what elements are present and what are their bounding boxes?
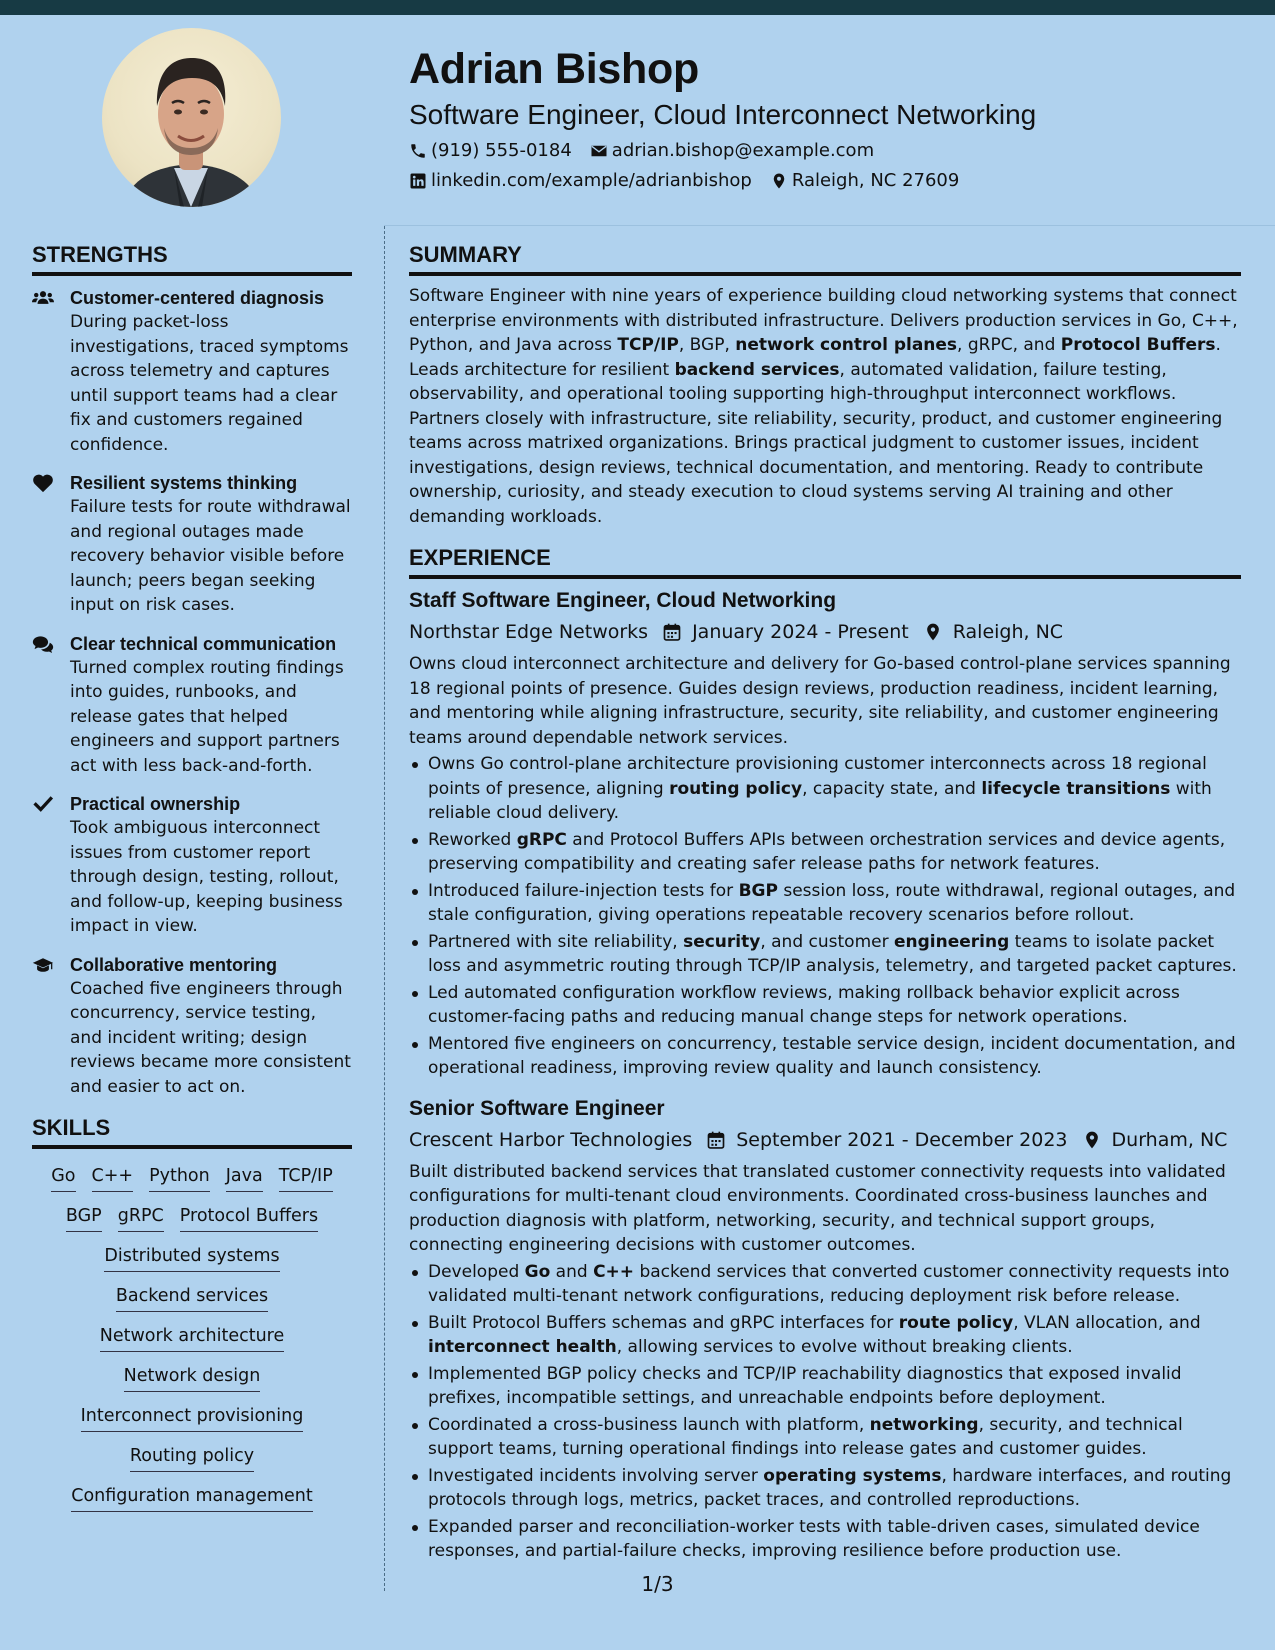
job-company: Northstar Edge Networks	[409, 621, 649, 643]
job-company: Crescent Harbor Technologies	[409, 1128, 693, 1151]
text-run: , BGP,	[678, 335, 736, 355]
text-run: , and customer	[760, 931, 894, 952]
bold-keyword: network control planes	[735, 335, 958, 355]
bold-keyword: engineering	[893, 931, 1010, 952]
strength-title: Collaborative mentoring	[70, 954, 278, 975]
text-run: Owns Go control-plane architecture provisioning customer interconnects across 18 regional points of presence, aligning	[428, 754, 1207, 799]
job-bullet	[409, 752, 1241, 826]
skill-row	[32, 1403, 352, 1432]
job-bullet	[409, 1515, 1241, 1564]
skill-tag: Backend services	[116, 1283, 268, 1312]
summary-text	[409, 284, 1241, 529]
candidate-role: Software Engineer, Cloud Interconnect Networking	[409, 99, 1037, 130]
job-entry	[409, 1095, 1241, 1564]
strength-content	[70, 792, 352, 939]
email-address[interactable]: adrian.bishop@example.com	[611, 140, 875, 161]
job-meta	[409, 1126, 1241, 1154]
map-pin-icon	[1082, 1130, 1102, 1150]
skill-row	[32, 1323, 352, 1352]
text-run: Introduced failure-injection tests for	[428, 880, 739, 901]
job-meta	[409, 618, 1241, 646]
skill-row	[32, 1243, 352, 1272]
phone-icon	[409, 142, 427, 160]
bold-keyword: interconnect health	[428, 1337, 617, 1357]
skill-tag: Routing policy	[130, 1443, 254, 1472]
text-run: session loss, route withdrawal, regional outages, and stale configuration, giving operations repeatable recovery scenarios before rollout.	[428, 880, 1236, 925]
strength-title: Customer-centered diagnosis	[70, 288, 325, 308]
contact-location	[770, 169, 960, 193]
contact-email[interactable]	[590, 139, 874, 163]
job-bullet	[409, 1413, 1241, 1462]
skill-tag: gRPC	[118, 1203, 164, 1232]
skill-tag: Interconnect provisioning	[81, 1403, 304, 1432]
text-run: , VLAN allocation, and	[1013, 1312, 1201, 1333]
text-run: Partnered with site reliability,	[428, 931, 684, 952]
bold-keyword: Go	[524, 1261, 551, 1282]
strength-content	[70, 286, 352, 457]
text-run: Built Protocol Buffers schemas and gRPC interfaces for	[428, 1312, 899, 1333]
text-run: and Protocol Buffers APIs between orchestration services and device agents, preserving compatibility and creating safer release paths for network features.	[428, 829, 1226, 874]
header-divider	[384, 225, 1275, 226]
text-run: Implemented BGP policy checks and TCP/IP reachability diagnostics that exposed invalid prefixes, incompatible settings, and unreachable endpoints before deployment.	[428, 1363, 1182, 1408]
top-accent-bar	[0, 0, 1275, 15]
phone-number: (919) 555-0184	[431, 140, 572, 161]
skill-tag: Network design	[124, 1363, 261, 1392]
job-title: Staff Software Engineer, Cloud Networking	[409, 589, 837, 612]
summary-heading: SUMMARY	[409, 240, 1241, 276]
strength-item	[32, 632, 352, 779]
strength-content	[70, 953, 352, 1100]
text-run: Software Engineer with nine years of experience building cloud networking systems that connect enterprise environments with distributed infrastructure. Delivers production services in Go, C++, Python, and Java across	[409, 286, 1238, 355]
calendar-icon	[662, 622, 682, 642]
job-location	[921, 618, 1063, 646]
strength-text: During packet-loss investigations, traced symptoms across telemetry and captures until support teams had a clear fix and customers regained confidence.	[70, 312, 349, 455]
text-run: , security, and technical support teams, turning operational findings into release gates and customer guides.	[428, 1414, 1183, 1459]
text-run: Developed	[428, 1261, 525, 1282]
text-run: Coordinated a cross-business launch with platform,	[428, 1414, 870, 1435]
skill-tag: Configuration management	[71, 1483, 312, 1512]
location-text: Raleigh, NC 27609	[791, 170, 960, 191]
skills-heading: SKILLS	[32, 1113, 352, 1149]
contact-linkedin[interactable]	[409, 169, 752, 193]
strength-text: Failure tests for route withdrawal and regional outages made recovery behavior visible before launch; peers began seeking input on risk cases.	[70, 497, 351, 615]
experience-heading: EXPERIENCE	[409, 543, 1241, 579]
skill-row	[32, 1203, 352, 1232]
check-icon	[32, 792, 70, 939]
page-number-text: 1/3	[641, 1572, 674, 1596]
text-run: , hardware interfaces, and routing protocols through logs, metrics, packet traces, and controlled reproductions.	[428, 1465, 1232, 1510]
heart-icon	[32, 471, 70, 618]
envelope-icon	[590, 142, 608, 160]
job-bullet	[409, 1260, 1241, 1309]
strength-item	[32, 792, 352, 939]
calendar-icon	[706, 1130, 726, 1150]
job-entry	[409, 587, 1241, 1081]
bold-keyword: TCP/IP	[617, 335, 679, 355]
text-run: , gRPC, and	[957, 335, 1061, 355]
text-run: Investigated incidents involving server	[428, 1465, 764, 1486]
text-run: , allowing services to evolve without breaking clients.	[616, 1337, 1073, 1357]
job-bullet	[409, 981, 1241, 1030]
text-run: . Leads architecture for resilient	[409, 335, 1221, 380]
skill-tag: Go	[51, 1163, 75, 1192]
text-run: , capacity state, and	[802, 778, 982, 799]
job-dates-text: January 2024 - Present	[692, 621, 909, 643]
bold-keyword: route policy	[898, 1312, 1014, 1333]
text-run: , automated validation, failure testing, observability, and operational tooling supporting high-throughput interconnect workflows. Partners closely with infrastructure, site reliability, security, product, and customer engineering teams across matrixed organizations. Brings practical judgment to customer issues, incident investigations, design reviews, technical documentation, and mentoring. Ready to contribute ownership, curiosity, and steady execution to cloud systems serving AI training and other demanding workloads.	[409, 359, 1223, 527]
bold-keyword: security	[683, 931, 761, 952]
bold-keyword: networking	[869, 1414, 979, 1435]
job-dates	[704, 1126, 1067, 1154]
job-bullet	[409, 879, 1241, 928]
strength-item	[32, 286, 352, 457]
linkedin-icon	[409, 172, 427, 190]
text-run: Expanded parser and reconciliation-worker tests with table-driven cases, simulated device responses, and partial-failure checks, improving resilience before production use.	[428, 1516, 1200, 1561]
skill-tag: Java	[226, 1163, 263, 1192]
bold-keyword: lifecycle transitions	[981, 778, 1171, 799]
skill-tag: Network architecture	[100, 1323, 285, 1352]
skill-row	[32, 1163, 352, 1192]
skill-tag: Protocol Buffers	[180, 1203, 318, 1232]
text-run: teams to isolate packet loss and asymmetric routing through TCP/IP analysis, telemetry, and targeted packet captures.	[428, 931, 1237, 976]
bold-keyword: gRPC	[516, 829, 567, 850]
strength-title: Clear technical communication	[70, 633, 337, 654]
left-column	[32, 240, 352, 1523]
profile-photo	[102, 28, 281, 207]
strength-item	[32, 953, 352, 1100]
job-bullet	[409, 1032, 1241, 1081]
skill-row	[32, 1283, 352, 1312]
bold-keyword: Protocol Buffers	[1060, 335, 1216, 355]
linkedin-url[interactable]: linkedin.com/example/adrianbishop	[431, 170, 752, 191]
bold-keyword: backend services	[674, 359, 840, 380]
bold-keyword: BGP	[738, 880, 778, 901]
skill-tag: Distributed systems	[104, 1243, 279, 1272]
right-column	[409, 240, 1241, 1566]
skills-section	[32, 1113, 352, 1512]
strengths-heading: STRENGTHS	[32, 240, 352, 276]
text-run: with reliable cloud delivery.	[428, 778, 1212, 823]
candidate-name: Adrian Bishop	[409, 45, 699, 93]
skills-list	[32, 1163, 352, 1512]
job-bullet	[409, 1362, 1241, 1411]
experience-list	[409, 587, 1241, 1564]
job-dates-text: September 2021 - December 2023	[736, 1128, 1068, 1151]
job-description: Built distributed backend services that translated customer connectivity requests into validated configurations for multi-tenant cloud environments. Coordinated cross-business launches and production diagnosis with platform, networking, security, and technical support groups, connecting engineering decisions with customer outcomes.	[409, 1161, 1226, 1255]
job-location	[1080, 1126, 1228, 1154]
skill-row	[32, 1483, 352, 1512]
job-bullets	[409, 1260, 1241, 1564]
job-title: Senior Software Engineer	[409, 1096, 665, 1120]
skill-tag: Python	[149, 1163, 210, 1192]
contact-phone	[409, 139, 572, 163]
graduation-cap-icon	[32, 953, 70, 1100]
text-run: Mentored five engineers on concurrency, testable service design, incident documentation, and operational readiness, improving review quality and launch consistency.	[428, 1033, 1236, 1078]
column-divider	[384, 226, 385, 1591]
strength-text: Took ambiguous interconnect issues from customer report through design, testing, rollout, and follow-up, keeping business impact in view.	[70, 818, 343, 936]
map-pin-icon	[770, 172, 788, 190]
job-location-text: Durham, NC	[1111, 1128, 1228, 1151]
contact-row-1	[409, 139, 1249, 163]
skill-tag: TCP/IP	[279, 1163, 333, 1192]
text-run: Reworked	[428, 829, 517, 850]
map-pin-icon	[923, 622, 943, 642]
text-run: and	[550, 1261, 594, 1282]
comments-icon	[32, 632, 70, 779]
job-dates	[660, 618, 909, 646]
job-bullets	[409, 752, 1241, 1081]
strength-title: Practical ownership	[70, 794, 241, 814]
job-bullet	[409, 1464, 1241, 1513]
strength-text: Turned complex routing findings into guides, runbooks, and release gates that helped engineers and support partners act with less back-and-forth.	[70, 657, 344, 776]
strength-item	[32, 471, 352, 618]
strength-content	[70, 471, 352, 618]
text-run: Led automated configuration workflow reviews, making rollback behavior explicit across customer-facing paths and reducing manual change steps for network operations.	[428, 982, 1180, 1027]
strength-content	[70, 632, 352, 779]
profile-photo-illustration	[102, 28, 281, 207]
strength-title: Resilient systems thinking	[70, 473, 298, 493]
strength-text: Coached five engineers through concurrency, service testing, and incident writing; design reviews became more consistent and easier to act on.	[70, 978, 351, 1097]
bold-keyword: C++	[593, 1261, 635, 1282]
job-bullet	[409, 930, 1241, 979]
resume-header	[409, 42, 1249, 193]
bold-keyword: operating systems	[763, 1465, 942, 1486]
job-description: Owns cloud interconnect architecture and delivery for Go-based control-plane services spanning 18 regional points of presence. Guides design reviews, production readiness, incident learning, and mentoring while aligning infrastructure, security, site reliability, and customer engineering teams around dependable network services.	[409, 654, 1231, 748]
bold-keyword: routing policy	[669, 778, 803, 799]
job-location-text: Raleigh, NC	[952, 621, 1064, 643]
job-bullet	[409, 828, 1241, 877]
page-number	[0, 1570, 1275, 1598]
skill-tag: BGP	[66, 1203, 102, 1232]
users-icon	[32, 286, 70, 457]
skill-row	[32, 1363, 352, 1392]
contact-row-2	[409, 169, 1249, 193]
job-bullet	[409, 1311, 1241, 1360]
text-run: backend services that converted customer connectivity requests into validated multi-tenant network configurations, reducing deployment risk before release.	[428, 1261, 1230, 1306]
skill-tag: C++	[92, 1163, 134, 1192]
skill-row	[32, 1443, 352, 1472]
